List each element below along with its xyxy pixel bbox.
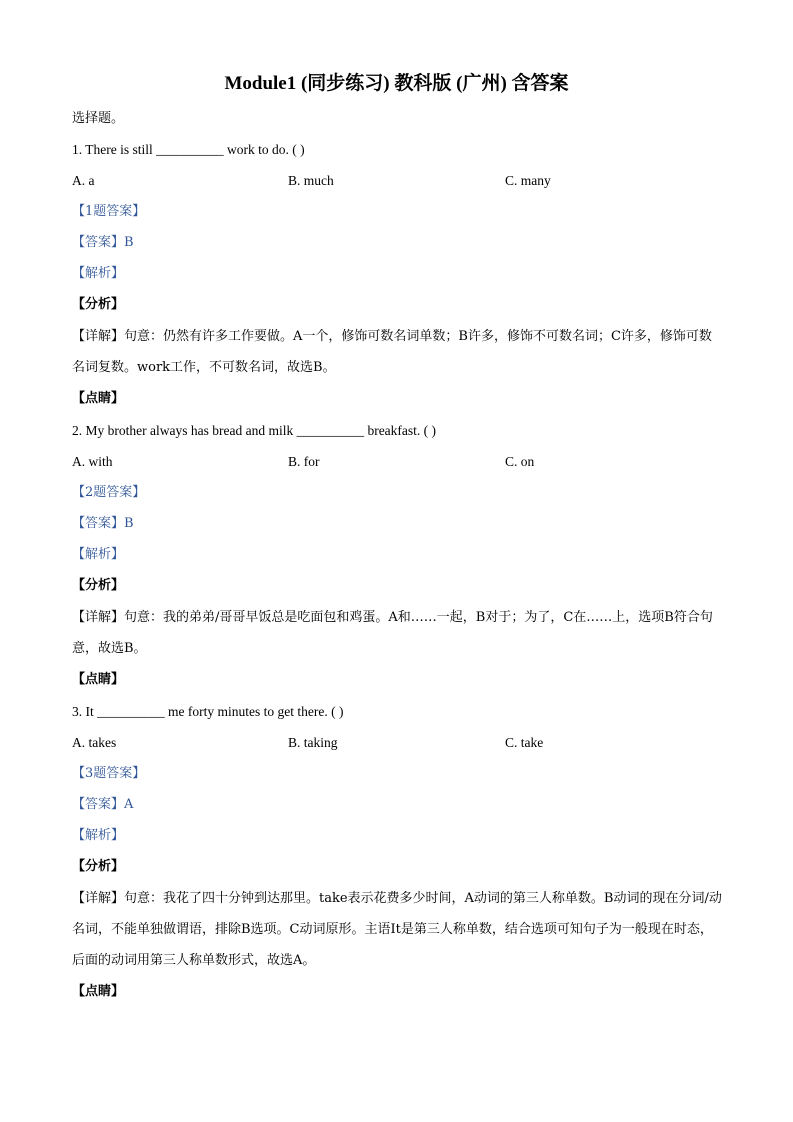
question-3-option-c: C. take [505, 735, 544, 750]
document-title: Module1 (同步练习) 教科版 (广州) 含答案 [224, 73, 569, 94]
question-2-fenxi: 【分析】 [72, 578, 125, 593]
question-2-answer-header: 【2题答案】 [72, 485, 146, 500]
question-1-option-c: C. many [505, 173, 551, 188]
question-2-stem: 2. My brother always has bread and milk __________ breakfast. ( ) [72, 423, 437, 438]
question-3-answer: 【答案】A [72, 797, 134, 812]
question-1-option-a: A. a [72, 173, 95, 188]
question-1-stem: 1. There is still __________ work to do. ( ) [72, 142, 305, 157]
question-3-analysis: 【解析】 [72, 828, 125, 843]
question-1-answer-header: 【1题答案】 [72, 204, 146, 219]
question-2-dianjing: 【点睛】 [72, 672, 125, 687]
question-1-answer: 【答案】B [72, 235, 134, 250]
question-3-dianjing: 【点睛】 [72, 984, 125, 999]
question-3-stem: 3. It __________ me forty minutes to get there. ( ) [72, 704, 344, 719]
question-2-option-b: B. for [288, 454, 320, 469]
section-heading: 选择题。 [72, 111, 125, 126]
question-1-analysis: 【解析】 [72, 266, 125, 281]
question-2-detail: 【详解】句意：我的弟弟/哥哥早饭总是吃面包和鸡蛋。A和……一起，B对于；为了，C在……上，选项B符合句意，故选B。 [72, 610, 713, 656]
question-2-analysis: 【解析】 [72, 547, 125, 562]
question-1-detail: 【详解】句意：仍然有许多工作要做。A一个，修饰可数名词单数；B许多，修饰不可数名词；C许多，修饰可数名词复数。work工作，不可数名词，故选B。 [72, 329, 712, 375]
question-3-option-a: A. takes [72, 735, 117, 750]
question-3-answer-header: 【3题答案】 [72, 766, 146, 781]
question-3-fenxi: 【分析】 [72, 859, 125, 874]
question-2-option-c: C. on [505, 454, 535, 469]
question-1-dianjing: 【点睛】 [72, 391, 125, 406]
question-3-option-b: B. taking [288, 735, 338, 750]
question-2-option-a: A. with [72, 454, 113, 469]
question-1-option-b: B. much [288, 173, 334, 188]
question-2-answer: 【答案】B [72, 516, 134, 531]
question-3-detail: 【详解】句意：我花了四十分钟到达那里。take表示花费多少时间，A动词的第三人称单数。B动词的现在分词/动名词，不能单独做谓语，排除B选项。C动词原形。主语It是第三人称单数，结合选项可知句子为一般现在时态，后面的动词用第三人称单数形式，故选A。 [72, 891, 722, 968]
question-1-fenxi: 【分析】 [72, 297, 125, 312]
